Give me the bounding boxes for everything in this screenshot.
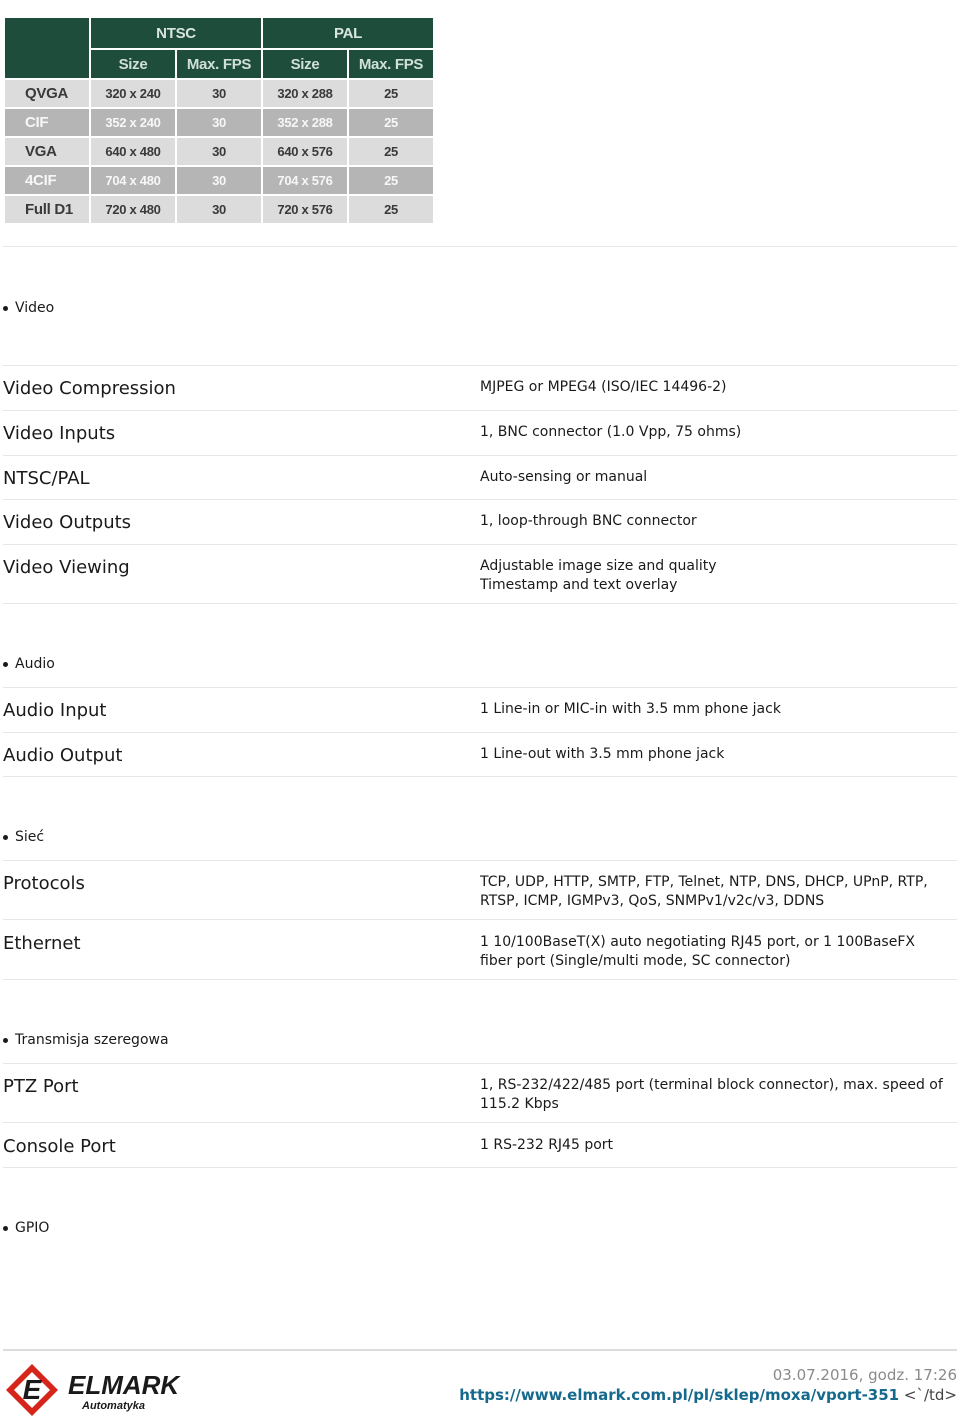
spec-value: 1, RS-232/422/485 port (terminal block connector), max. speed of 115.2 Kbps — [480, 1077, 943, 1112]
bullet-icon — [3, 1038, 8, 1043]
logo-wordmark: ELMARK — [68, 1370, 180, 1400]
pal-fps-header: Max. FPS — [349, 50, 433, 78]
spec-value: 1 Line-out with 3.5 mm phone jack — [480, 746, 725, 762]
divider — [3, 410, 957, 411]
spec-label: Audio Input — [3, 700, 107, 721]
table-corner — [5, 18, 89, 78]
divider — [3, 979, 957, 980]
divider — [3, 246, 957, 247]
row-name: VGA — [5, 138, 89, 165]
spec-label: Video Viewing — [3, 557, 130, 578]
bullet-icon — [3, 835, 8, 840]
divider — [3, 603, 957, 604]
resolution-table — [3, 16, 435, 225]
ntsc-size-cell: 352 x 240 — [91, 109, 175, 136]
pal-fps-cell: 25 — [349, 109, 433, 136]
logo-subtext: Automatyka — [82, 1400, 145, 1412]
spec-value: 1 RS-232 RJ45 port — [480, 1137, 614, 1153]
spec-label: Video Inputs — [3, 423, 116, 444]
section-title-text: GPIO — [15, 1220, 50, 1236]
table-row — [5, 109, 433, 136]
ntsc-size-cell: 640 x 480 — [91, 138, 175, 165]
ntsc-fps-header: Max. FPS — [177, 50, 261, 78]
page-url-link[interactable]: https://www.elmark.com.pl/pl/sklep/moxa/vport-351 — [459, 1386, 900, 1404]
section-title-text: Sieć — [15, 829, 45, 845]
ntsc-size-cell: 720 x 480 — [91, 196, 175, 223]
row-name: CIF — [5, 109, 89, 136]
footer-date: 03.07.2016, godz. 17:26 — [772, 1366, 957, 1384]
footer-divider — [193, 1349, 957, 1351]
ntsc-size-cell: 320 x 240 — [91, 80, 175, 107]
pal-fps-cell: 25 — [349, 80, 433, 107]
spec-label: NTSC/PAL — [3, 468, 90, 489]
divider — [3, 776, 957, 777]
spec-value: 1, loop-through BNC connector — [480, 513, 697, 529]
pal-fps-cell: 25 — [349, 196, 433, 223]
spec-label: Console Port — [3, 1136, 116, 1157]
row-name: QVGA — [5, 80, 89, 107]
spec-value: Adjustable image size and quality Timestamp and text overlay — [480, 558, 717, 593]
section-title-gpio — [3, 1220, 49, 1236]
spec-value: Auto-sensing or manual — [480, 469, 648, 485]
ntsc-header: NTSC — [91, 18, 261, 48]
section-title-video — [3, 300, 54, 316]
pal-size-cell: 320 x 288 — [263, 80, 347, 107]
divider — [3, 1122, 957, 1123]
row-name: 4CIF — [5, 167, 89, 194]
spec-value: TCP, UDP, HTTP, SMTP, FTP, Telnet, NTP, DNS, DHCP, UPnP, RTP, RTSP, ICMP, IGMPv3, QoS, SNMPv1/v2c/v3, DDNS — [480, 874, 928, 909]
spec-value: MJPEG or MPEG4 (ISO/IEC 14496-2) — [480, 379, 727, 395]
bullet-icon — [3, 1226, 8, 1231]
spec-label: Video Compression — [3, 378, 176, 399]
pal-size-cell: 704 x 576 — [263, 167, 347, 194]
spec-label: Audio Output — [3, 745, 123, 766]
bullet-icon — [3, 306, 8, 311]
pal-fps-cell: 25 — [349, 138, 433, 165]
divider — [3, 732, 957, 733]
table-row — [5, 138, 433, 165]
section-title-text: Transmisja szeregowa — [15, 1032, 169, 1048]
footer-tail: <`/td> — [899, 1386, 957, 1404]
spec-label: Ethernet — [3, 933, 81, 954]
section-title-text: Video — [15, 300, 55, 316]
ntsc-fps-cell: 30 — [177, 196, 261, 223]
pal-size-header: Size — [263, 50, 347, 78]
divider — [3, 1167, 957, 1168]
table-row — [5, 80, 433, 107]
svg-text:E: E — [22, 1374, 42, 1405]
section-title-serial — [3, 1032, 169, 1048]
pal-fps-cell: 25 — [349, 167, 433, 194]
spec-label: PTZ Port — [3, 1076, 79, 1097]
footer-link — [459, 1386, 957, 1404]
ntsc-fps-cell: 30 — [177, 138, 261, 165]
spec-value: 1 10/100BaseT(X) auto negotiating RJ45 port, or 1 100BaseFX fiber port (Single/multi mode, SC connector) — [480, 934, 915, 969]
pal-size-cell: 352 x 288 — [263, 109, 347, 136]
section-title-text: Audio — [15, 656, 55, 672]
divider — [3, 919, 957, 920]
pal-header: PAL — [263, 18, 433, 48]
spec-label: Protocols — [3, 873, 85, 894]
divider — [3, 687, 957, 688]
pal-size-cell: 720 x 576 — [263, 196, 347, 223]
spec-label: Video Outputs — [3, 512, 132, 533]
pal-size-cell: 640 x 576 — [263, 138, 347, 165]
ntsc-size-header: Size — [91, 50, 175, 78]
bullet-icon — [3, 662, 8, 667]
spec-value: 1 Line-in or MIC-in with 3.5 mm phone jack — [480, 701, 781, 717]
ntsc-size-cell: 704 x 480 — [91, 167, 175, 194]
elmark-logo — [4, 1362, 186, 1418]
divider — [3, 860, 957, 861]
divider — [3, 499, 957, 500]
section-title-network — [3, 829, 44, 845]
divider — [3, 365, 957, 366]
row-name: Full D1 — [5, 196, 89, 223]
divider — [3, 455, 957, 456]
section-title-audio — [3, 656, 55, 672]
ntsc-fps-cell: 30 — [177, 167, 261, 194]
table-row — [5, 196, 433, 223]
table-row — [5, 167, 433, 194]
divider — [3, 1063, 957, 1064]
footer-divider — [3, 1349, 193, 1351]
spec-value: 1, BNC connector (1.0 Vpp, 75 ohms) — [480, 424, 742, 440]
divider — [3, 544, 957, 545]
ntsc-fps-cell: 30 — [177, 109, 261, 136]
ntsc-fps-cell: 30 — [177, 80, 261, 107]
